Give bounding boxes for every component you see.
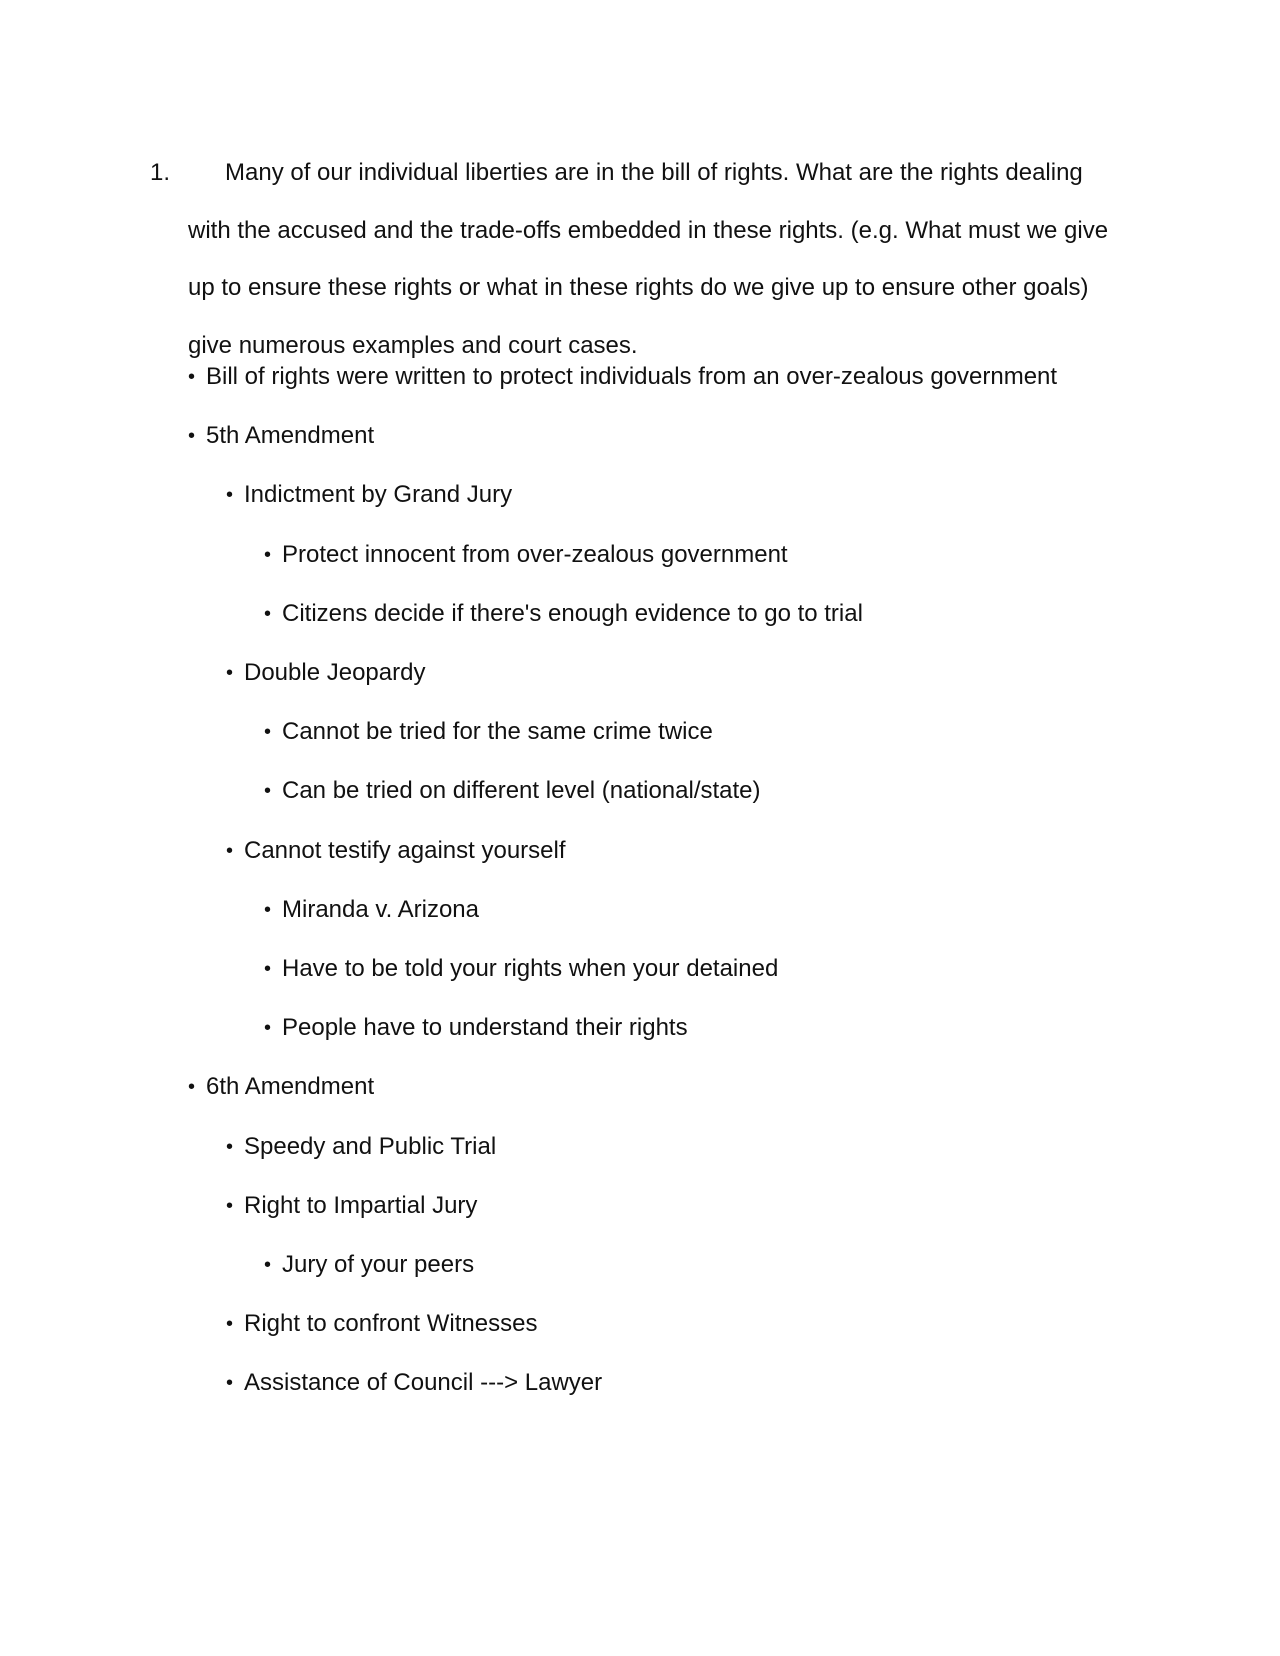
- bullet-icon: •: [226, 1194, 234, 1217]
- outline-item-level-3: [264, 776, 761, 806]
- outline-item-level-1: [188, 421, 374, 451]
- outline-item-text: Have to be told your rights when your detained: [282, 955, 779, 982]
- outline-item-level-2: [226, 1191, 477, 1221]
- bullet-icon: •: [226, 1313, 234, 1336]
- bullet-icon: •: [264, 1017, 272, 1040]
- outline-item-level-2: [226, 1309, 537, 1339]
- outline-item-text: Citizens decide if there's enough evidence to go to trial: [282, 599, 863, 627]
- bullet-icon: •: [226, 1135, 234, 1158]
- outline-item-level-2: [226, 658, 425, 688]
- outline-item-level-3: [264, 540, 788, 570]
- outline-item-text: Protect innocent from over-zealous government: [282, 540, 788, 568]
- outline-item-text: Indictment by Grand Jury: [244, 481, 513, 509]
- outline-item-text: Can be tried on different level (national/state): [282, 777, 761, 805]
- bullet-icon: •: [264, 602, 272, 625]
- outline-item-level-1: [188, 1072, 374, 1102]
- bullet-icon: •: [188, 1076, 196, 1099]
- outline-item-text: Miranda v. Arizona: [282, 895, 479, 923]
- outline-item-level-1: [188, 362, 1057, 392]
- bullet-icon: •: [264, 721, 272, 744]
- bullet-icon: •: [264, 958, 272, 980]
- outline-item-level-3: [264, 895, 479, 925]
- bullet-icon: •: [188, 366, 196, 388]
- outline-item-text: Right to Impartial Jury: [244, 1191, 478, 1219]
- outline-item-text: 6th Amendment: [206, 1073, 375, 1101]
- outline-item-text: Right to confront Witnesses: [244, 1310, 538, 1338]
- outline-item-text: Jury of your peers: [282, 1251, 475, 1278]
- question-text: Many of our individual liberties are in the bill of rights. What are the rights dealing with the accused and the trade-offs embedded in these rights. (e.g. What must we give up to ensure these rights or what in these rights do we give up to ensure other goals) give numerous examples and court cases.: [188, 159, 1109, 359]
- bullet-icon: •: [264, 780, 272, 803]
- outline-item-level-3: [264, 1250, 474, 1280]
- bullet-icon: •: [226, 839, 234, 862]
- question-number: 1.: [150, 159, 171, 186]
- outline-item-text: Bill of rights were written to protect individuals from an over-zealous government: [206, 363, 1058, 390]
- bullet-icon: •: [226, 484, 234, 507]
- bullet-icon: •: [188, 425, 196, 448]
- outline-item-text: Cannot testify against yourself: [244, 836, 566, 864]
- outline-item-level-2: [226, 1368, 602, 1398]
- question-paragraph: [150, 144, 1120, 374]
- outline-item-text: 5th Amendment: [206, 422, 375, 450]
- bullet-icon: •: [264, 1254, 272, 1276]
- outline-item-level-3: [264, 717, 713, 747]
- outline-item-level-2: [226, 480, 512, 510]
- outline-item-text: People have to understand their rights: [282, 1014, 688, 1042]
- bullet-icon: •: [226, 662, 234, 684]
- outline-item-text: Speedy and Public Trial: [244, 1132, 497, 1160]
- outline-item-text: Assistance of Council ---> Lawyer: [244, 1369, 603, 1397]
- outline-item-level-3: [264, 1013, 688, 1043]
- bullet-icon: •: [264, 543, 272, 566]
- outline-item-level-3: [264, 599, 863, 629]
- outline-item-level-2: [226, 1132, 496, 1162]
- bullet-icon: •: [226, 1372, 234, 1395]
- outline-item-level-2: [226, 836, 566, 866]
- outline-item-text: Cannot be tried for the same crime twice: [282, 718, 713, 746]
- outline-item-text: Double Jeopardy: [244, 659, 426, 686]
- bullet-icon: •: [264, 898, 272, 921]
- outline-item-level-3: [264, 954, 778, 984]
